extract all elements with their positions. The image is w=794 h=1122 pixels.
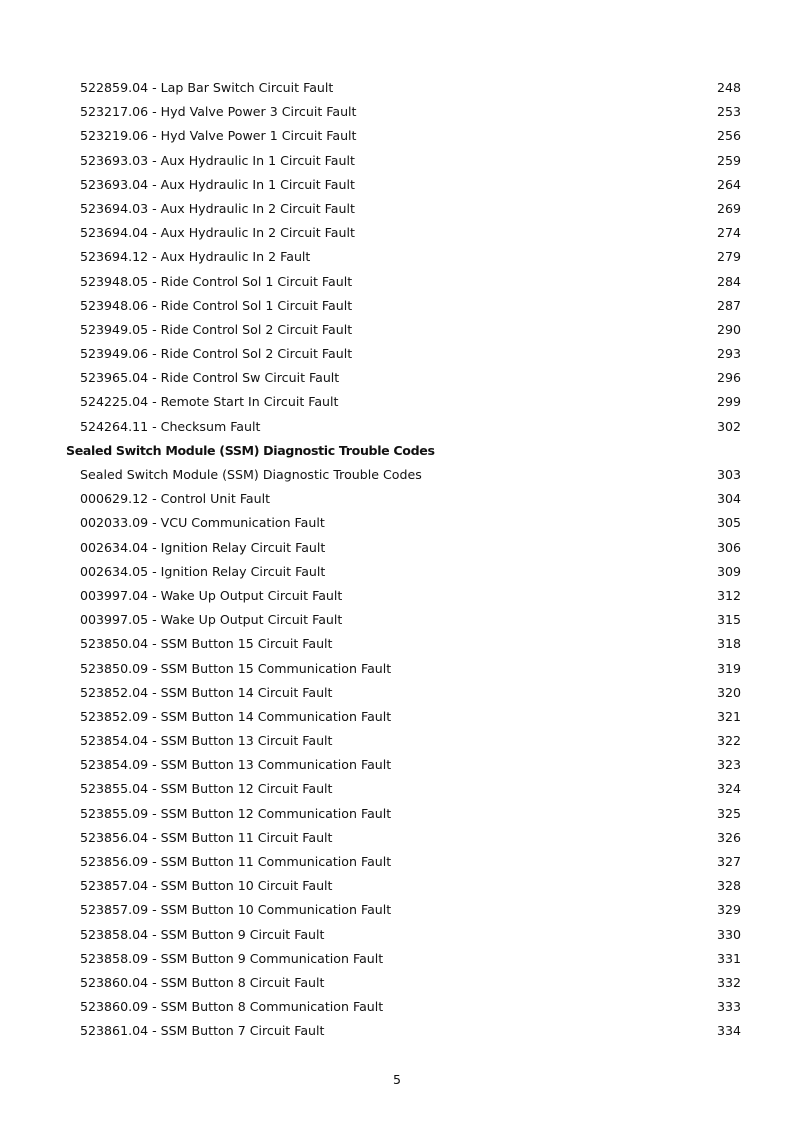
toc-entry[interactable] (0, 995, 794, 1019)
toc-entry-page-number: 248 (716, 80, 741, 95)
toc-entry-page-number: 319 (716, 660, 741, 676)
toc-entry-page-number: 305 (716, 515, 741, 531)
toc-entry-label: 000629.12 - Control Unit Fault (80, 491, 271, 507)
toc-entry-page-number: 332 (716, 974, 741, 990)
toc-entry-page-number: 279 (716, 249, 741, 265)
toc-entry-label: 523858.09 - SSM Button 9 Communication Fault (80, 950, 384, 966)
toc-entry-label: 523217.06 - Hyd Valve Power 3 Circuit Fault (80, 104, 357, 120)
toc-entry-label: 524264.11 - Checksum Fault (80, 418, 261, 434)
toc-entry-label: 523850.04 - SSM Button 15 Circuit Fault (80, 636, 333, 652)
toc-section-heading (0, 439, 794, 463)
toc-entry-label: 003997.04 - Wake Up Output Circuit Fault (80, 587, 343, 603)
toc-entry-label: 003997.05 - Wake Up Output Circuit Fault (80, 612, 343, 628)
page-number: 5 (392, 1072, 401, 1087)
toc-entry-page-number: 269 (716, 200, 741, 216)
toc-entry-label: 523860.09 - SSM Button 8 Communication Fault (80, 999, 384, 1015)
toc-entry-label: 523694.12 - Aux Hydraulic In 2 Fault (80, 249, 311, 265)
toc-entry-page-number: 299 (716, 394, 741, 410)
toc-entry-page-number: 333 (716, 999, 741, 1015)
toc-entry-page-number: 327 (716, 854, 741, 869)
toc-entry[interactable] (0, 76, 794, 100)
toc-entry[interactable] (0, 1019, 794, 1043)
toc-entry-label: 523856.04 - SSM Button 11 Circuit Fault (80, 829, 333, 845)
toc-entry[interactable] (0, 342, 794, 366)
toc-entry-page-number: 325 (716, 805, 741, 821)
toc-entry-page-number: 315 (716, 612, 741, 628)
toc-entry-label: 523857.04 - SSM Button 10 Circuit Fault (80, 878, 333, 894)
toc-entry-label: 523850.09 - SSM Button 15 Communication Fault (80, 660, 392, 676)
toc-entry[interactable] (0, 705, 794, 729)
toc-entry[interactable] (0, 560, 794, 584)
toc-entry[interactable] (0, 802, 794, 826)
toc-entry[interactable] (0, 947, 794, 971)
toc-entry-page-number: 290 (716, 321, 741, 337)
toc-entry-label: 523693.03 - Aux Hydraulic In 1 Circuit Fault (80, 152, 355, 168)
toc-entry-label: 002634.04 - Ignition Relay Circuit Fault (80, 539, 326, 555)
toc-entry[interactable] (0, 536, 794, 560)
toc-entry[interactable] (0, 777, 794, 801)
toc-entry-page-number: 296 (716, 370, 741, 386)
toc-entry[interactable] (0, 294, 794, 318)
toc-entry-label: Sealed Switch Module (SSM) Diagnostic Trouble Codes (80, 467, 422, 482)
toc-entry-label: 523858.04 - SSM Button 9 Circuit Fault (80, 926, 325, 942)
toc-entry-page-number: 330 (716, 926, 741, 942)
toc-entry[interactable] (0, 197, 794, 221)
toc-entry-label: 523965.04 - Ride Control Sw Circuit Fault (80, 370, 340, 386)
toc-entry-label: 523857.09 - SSM Button 10 Communication Fault (80, 902, 392, 918)
toc-entry-label: 523948.06 - Ride Control Sol 1 Circuit Fault (80, 297, 353, 313)
toc-entry[interactable] (0, 874, 794, 898)
toc-entry-page-number: 326 (716, 829, 741, 845)
toc-entry-page-number: 318 (716, 636, 741, 652)
toc-entry-label: 523694.03 - Aux Hydraulic In 2 Circuit Fault (80, 200, 355, 216)
toc-entry[interactable] (0, 100, 794, 124)
toc-entry-label: 523852.04 - SSM Button 14 Circuit Fault (80, 684, 333, 700)
toc-entry-page-number: 274 (716, 225, 741, 241)
toc-entry[interactable] (0, 729, 794, 753)
toc-entry-page-number: 312 (716, 587, 741, 603)
toc-entry-label: 523861.04 - SSM Button 7 Circuit Fault (80, 1023, 325, 1039)
toc-entry-page-number: 302 (716, 418, 741, 434)
table-of-contents (0, 76, 794, 1044)
toc-entry-label: 523855.04 - SSM Button 12 Circuit Fault (80, 781, 333, 797)
toc-entry[interactable] (0, 487, 794, 511)
toc-entry-page-number: 324 (716, 781, 741, 797)
toc-entry-page-number: 321 (716, 708, 741, 724)
toc-entry-label: 523860.04 - SSM Button 8 Circuit Fault (80, 974, 325, 990)
toc-entry[interactable] (0, 608, 794, 632)
toc-entry-label: 523949.06 - Ride Control Sol 2 Circuit Fault (80, 346, 353, 362)
toc-entry-page-number: 323 (716, 757, 741, 773)
toc-entry[interactable] (0, 898, 794, 922)
toc-entry-label: 523854.04 - SSM Button 13 Circuit Fault (80, 733, 333, 749)
toc-entry[interactable] (0, 366, 794, 390)
toc-entry[interactable] (0, 923, 794, 947)
toc-entry[interactable] (0, 681, 794, 705)
toc-entry-page-number: 331 (716, 950, 741, 966)
toc-entry-page-number: 253 (716, 104, 741, 120)
toc-entry[interactable] (0, 463, 794, 487)
toc-entry[interactable] (0, 124, 794, 148)
toc-entry-label: 523219.06 - Hyd Valve Power 1 Circuit Fault (80, 128, 357, 144)
toc-entry-label: 523693.04 - Aux Hydraulic In 1 Circuit Fault (80, 176, 355, 192)
toc-entry-label: 523855.09 - SSM Button 12 Communication Fault (80, 805, 392, 821)
toc-entry-page-number: 284 (716, 273, 741, 289)
toc-entry-label: 002634.05 - Ignition Relay Circuit Fault (80, 563, 326, 579)
toc-entry-page-number: 259 (716, 152, 741, 168)
toc-entry-page-number: 287 (716, 297, 741, 313)
toc-entry-page-number: 309 (716, 563, 741, 579)
toc-entry-page-number: 320 (716, 684, 741, 700)
toc-entry-page-number: 329 (716, 902, 741, 918)
toc-entry-label: 523856.09 - SSM Button 11 Communication Fault (80, 854, 392, 869)
toc-entry[interactable] (0, 657, 794, 681)
toc-entry[interactable] (0, 584, 794, 608)
toc-entry[interactable] (0, 390, 794, 414)
toc-entry-page-number: 328 (716, 878, 741, 894)
toc-entry-label: 523949.05 - Ride Control Sol 2 Circuit Fault (80, 321, 353, 337)
toc-entry-label: 523694.04 - Aux Hydraulic In 2 Circuit Fault (80, 225, 355, 241)
toc-entry[interactable] (0, 511, 794, 535)
toc-entry[interactable] (0, 270, 794, 294)
toc-entry[interactable] (0, 971, 794, 995)
toc-entry[interactable] (0, 149, 794, 173)
toc-entry[interactable] (0, 245, 794, 269)
toc-entry[interactable] (0, 850, 794, 874)
toc-entry[interactable] (0, 173, 794, 197)
toc-entry-label: 002033.09 - VCU Communication Fault (80, 515, 325, 531)
toc-entry-label: 522859.04 - Lap Bar Switch Circuit Fault (80, 80, 334, 95)
toc-entry-page-number: 304 (716, 491, 741, 507)
toc-entry-label: 523948.05 - Ride Control Sol 1 Circuit Fault (80, 273, 353, 289)
toc-entry-page-number: 334 (716, 1023, 741, 1039)
toc-entry[interactable] (0, 415, 794, 439)
toc-entry-page-number: 322 (716, 733, 741, 749)
toc-entry-page-number: 256 (716, 128, 741, 144)
toc-entry-label: 524225.04 - Remote Start In Circuit Fault (80, 394, 339, 410)
toc-entry-page-number: 264 (716, 176, 741, 192)
toc-entry[interactable] (0, 753, 794, 777)
section-title: Sealed Switch Module (SSM) Diagnostic Trouble Codes (66, 442, 435, 458)
toc-entry-page-number: 293 (716, 346, 741, 362)
toc-entry[interactable] (0, 632, 794, 656)
toc-entry[interactable] (0, 826, 794, 850)
toc-entry[interactable] (0, 221, 794, 245)
toc-entry-page-number: 306 (716, 539, 741, 555)
toc-entry-page-number: 303 (716, 467, 741, 482)
toc-entry-label: 523854.09 - SSM Button 13 Communication Fault (80, 757, 392, 773)
toc-entry[interactable] (0, 318, 794, 342)
toc-entry-label: 523852.09 - SSM Button 14 Communication Fault (80, 708, 392, 724)
